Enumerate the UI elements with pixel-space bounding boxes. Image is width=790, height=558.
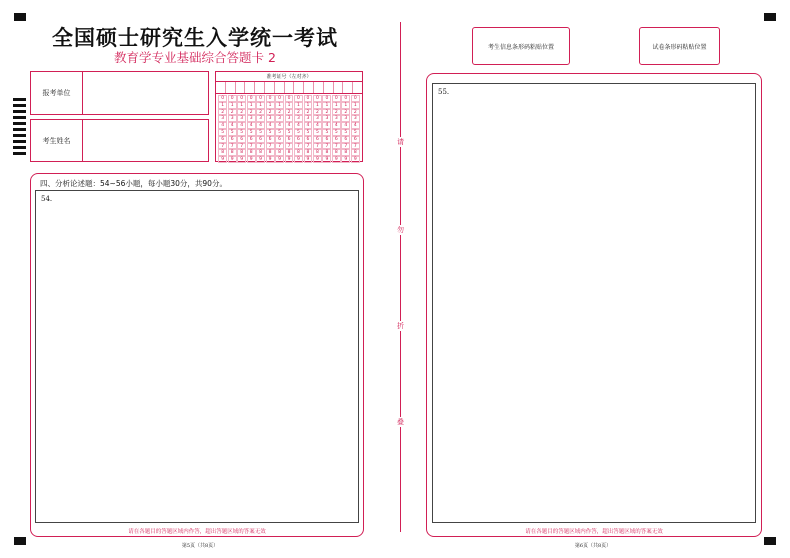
- exam-id-bubble[interactable]: 0: [351, 95, 360, 102]
- exam-id-bubble[interactable]: 2: [313, 109, 322, 116]
- exam-id-bubble[interactable]: 5: [351, 129, 360, 136]
- exam-id-bubble[interactable]: 4: [322, 122, 331, 129]
- exam-id-bubble[interactable]: 3: [266, 115, 275, 122]
- exam-id-bubble[interactable]: 3: [247, 115, 256, 122]
- exam-id-bubble[interactable]: 1: [256, 102, 265, 109]
- sync-mark: [13, 122, 26, 125]
- exam-id-bubble[interactable]: 5: [313, 129, 322, 136]
- exam-id-bubble[interactable]: 4: [218, 122, 227, 129]
- exam-id-bubble[interactable]: 4: [228, 122, 237, 129]
- barcode-candidate-info[interactable]: [472, 27, 570, 65]
- exam-id-bubble[interactable]: 8: [228, 149, 237, 156]
- exam-id-write-cell[interactable]: [275, 82, 285, 93]
- exam-id-bubble[interactable]: 1: [285, 102, 294, 109]
- exam-id-bubble[interactable]: 0: [266, 95, 275, 102]
- exam-id-bubble[interactable]: 9: [266, 156, 275, 163]
- exam-id-write-cell[interactable]: [265, 82, 275, 93]
- exam-id-bubble[interactable]: 5: [266, 129, 275, 136]
- exam-id-bubble[interactable]: 9: [285, 156, 294, 163]
- sync-mark: [13, 152, 26, 155]
- question-number: 55.: [438, 88, 450, 96]
- sync-mark: [13, 134, 26, 137]
- exam-id-bubble[interactable]: 9: [304, 156, 313, 163]
- sync-mark: [13, 116, 26, 119]
- exam-id-bubble[interactable]: 6: [341, 136, 350, 143]
- exam-id-bubble[interactable]: 9: [218, 156, 227, 163]
- exam-id-bubble[interactable]: 9: [247, 156, 256, 163]
- exam-id-bubble[interactable]: 0: [247, 95, 256, 102]
- exam-id-bubble[interactable]: 5: [237, 129, 246, 136]
- exam-id-bubble[interactable]: 7: [313, 143, 322, 150]
- sync-mark: [13, 140, 26, 143]
- exam-id-grid: [215, 71, 363, 162]
- exam-id-write-cell[interactable]: [255, 82, 265, 93]
- exam-id-bubble[interactable]: 0: [322, 95, 331, 102]
- exam-id-bubble[interactable]: 3: [237, 115, 246, 122]
- exam-id-bubble[interactable]: 7: [332, 143, 341, 150]
- exam-id-bubble[interactable]: 5: [247, 129, 256, 136]
- corner-marker-top-right: [764, 13, 776, 21]
- exam-id-bubble[interactable]: 1: [322, 102, 331, 109]
- exam-id-digit-row: [218, 129, 360, 136]
- exam-id-bubble[interactable]: 2: [351, 109, 360, 116]
- exam-id-digit-row: [218, 156, 360, 163]
- barcode-label: 考生信息条形码粘贴位置: [487, 43, 554, 51]
- barcode-exam-paper[interactable]: [639, 27, 720, 65]
- answer-area-55[interactable]: [432, 83, 756, 523]
- exam-id-bubble[interactable]: 5: [332, 129, 341, 136]
- exam-id-bubble[interactable]: 2: [294, 109, 303, 116]
- question-number: 54.: [41, 195, 53, 203]
- exam-id-bubble[interactable]: 6: [304, 136, 313, 143]
- exam-id-bubble[interactable]: 4: [247, 122, 256, 129]
- exam-id-bubble[interactable]: 2: [228, 109, 237, 116]
- exam-id-bubble[interactable]: 1: [332, 102, 341, 109]
- exam-id-bubble[interactable]: 7: [304, 143, 313, 150]
- exam-id-bubble[interactable]: 4: [294, 122, 303, 129]
- exam-id-bubble[interactable]: 7: [228, 143, 237, 150]
- barcode-label: 试卷条形码粘贴位置: [652, 43, 707, 51]
- exam-id-bubble[interactable]: 6: [237, 136, 246, 143]
- exam-id-bubble[interactable]: 4: [304, 122, 313, 129]
- exam-id-bubble[interactable]: 6: [228, 136, 237, 143]
- exam-id-bubble[interactable]: 6: [218, 136, 227, 143]
- exam-id-bubble[interactable]: 6: [266, 136, 275, 143]
- exam-id-bubble[interactable]: 3: [322, 115, 331, 122]
- exam-subtitle: 教育学专业基础综合答题卡 2: [114, 50, 276, 65]
- exam-id-bubble[interactable]: 4: [275, 122, 284, 129]
- exam-id-write-cell[interactable]: [216, 82, 226, 93]
- exam-id-bubble[interactable]: 1: [247, 102, 256, 109]
- exam-id-bubble[interactable]: 4: [237, 122, 246, 129]
- exam-id-bubble[interactable]: 1: [218, 102, 227, 109]
- exam-id-bubble[interactable]: 2: [237, 109, 246, 116]
- exam-id-write-cell[interactable]: [236, 82, 246, 93]
- exam-id-bubble[interactable]: 4: [313, 122, 322, 129]
- exam-id-bubble[interactable]: 8: [218, 149, 227, 156]
- exam-id-write-cell[interactable]: [353, 82, 362, 93]
- exam-id-bubble[interactable]: 7: [322, 143, 331, 150]
- field-candidate-name[interactable]: [30, 119, 209, 162]
- exam-id-bubble[interactable]: 9: [332, 156, 341, 163]
- exam-id-bubble[interactable]: 8: [285, 149, 294, 156]
- exam-id-bubble[interactable]: 9: [322, 156, 331, 163]
- exam-id-bubble[interactable]: 8: [304, 149, 313, 156]
- exam-id-bubble[interactable]: 8: [351, 149, 360, 156]
- exam-id-bubble[interactable]: 0: [304, 95, 313, 102]
- exam-id-bubble[interactable]: 9: [341, 156, 350, 163]
- sync-mark: [13, 128, 26, 131]
- sync-mark: [13, 98, 26, 101]
- fold-char: 折: [397, 322, 404, 330]
- exam-id-bubble[interactable]: 3: [304, 115, 313, 122]
- exam-id-bubble[interactable]: 9: [228, 156, 237, 163]
- exam-id-bubble[interactable]: 4: [256, 122, 265, 129]
- exam-id-bubble[interactable]: 8: [322, 149, 331, 156]
- exam-title: 全国硕士研究生入学统一考试: [52, 25, 338, 50]
- exam-id-bubble[interactable]: 2: [322, 109, 331, 116]
- section-heading: 四、分析论述题：54~56小题，每小题30分，共90分。: [40, 179, 227, 188]
- exam-id-bubble[interactable]: 2: [332, 109, 341, 116]
- exam-id-write-row[interactable]: [216, 82, 362, 94]
- exam-id-bubbles: [216, 94, 362, 161]
- exam-id-digit-row: [218, 136, 360, 143]
- exam-id-bubble[interactable]: 0: [218, 95, 227, 102]
- exam-id-bubble[interactable]: 2: [256, 109, 265, 116]
- field-label: 报考单位: [31, 72, 83, 114]
- exam-id-bubble[interactable]: 4: [332, 122, 341, 129]
- exam-id-bubble[interactable]: 0: [285, 95, 294, 102]
- exam-id-write-cell[interactable]: [324, 82, 334, 93]
- answer-area-warning: 请在各题目的答题区域内作答，超出答题区域的答案无效: [128, 529, 266, 535]
- corner-marker-top-left: [14, 13, 26, 21]
- sync-mark: [13, 110, 26, 113]
- exam-id-bubble[interactable]: 7: [341, 143, 350, 150]
- exam-id-write-cell[interactable]: [304, 82, 314, 93]
- exam-id-bubble[interactable]: 0: [256, 95, 265, 102]
- exam-id-bubble[interactable]: 6: [256, 136, 265, 143]
- exam-id-bubble[interactable]: 5: [256, 129, 265, 136]
- exam-id-bubble[interactable]: 2: [341, 109, 350, 116]
- exam-id-bubble[interactable]: 6: [285, 136, 294, 143]
- exam-id-bubble[interactable]: 1: [237, 102, 246, 109]
- exam-id-digit-row: [218, 143, 360, 150]
- exam-id-bubble[interactable]: 0: [313, 95, 322, 102]
- exam-id-bubble[interactable]: 1: [275, 102, 284, 109]
- exam-id-write-cell[interactable]: [285, 82, 295, 93]
- exam-id-bubble[interactable]: 5: [294, 129, 303, 136]
- exam-id-bubble[interactable]: 1: [313, 102, 322, 109]
- answer-area-warning: 请在各题目的答题区域内作答，超出答题区域的答案无效: [525, 529, 663, 535]
- field-exam-unit[interactable]: [30, 71, 209, 115]
- sync-mark: [13, 146, 26, 149]
- exam-id-digit-row: [218, 109, 360, 116]
- exam-id-bubble[interactable]: 1: [294, 102, 303, 109]
- exam-id-bubble[interactable]: 1: [304, 102, 313, 109]
- exam-id-digit-row: [218, 122, 360, 129]
- exam-id-write-cell[interactable]: [334, 82, 344, 93]
- exam-id-bubble[interactable]: 3: [285, 115, 294, 122]
- exam-id-bubble[interactable]: 0: [341, 95, 350, 102]
- exam-id-bubble[interactable]: 7: [237, 143, 246, 150]
- exam-id-bubble[interactable]: 2: [285, 109, 294, 116]
- exam-id-bubble[interactable]: 8: [313, 149, 322, 156]
- exam-id-bubble[interactable]: 9: [351, 156, 360, 163]
- exam-id-bubble[interactable]: 4: [266, 122, 275, 129]
- exam-id-bubble[interactable]: 5: [304, 129, 313, 136]
- exam-id-digit-row: [218, 115, 360, 122]
- exam-id-bubble[interactable]: 1: [341, 102, 350, 109]
- exam-id-bubble[interactable]: 8: [256, 149, 265, 156]
- fold-char: 请: [397, 138, 404, 146]
- exam-id-bubble[interactable]: 3: [351, 115, 360, 122]
- exam-id-bubble[interactable]: 8: [294, 149, 303, 156]
- answer-area-54[interactable]: [35, 190, 359, 523]
- exam-id-bubble[interactable]: 3: [218, 115, 227, 122]
- exam-id-bubble[interactable]: 7: [285, 143, 294, 150]
- fold-char: 叠: [397, 418, 404, 426]
- exam-id-bubble[interactable]: 2: [275, 109, 284, 116]
- exam-id-bubble[interactable]: 9: [237, 156, 246, 163]
- exam-id-bubble[interactable]: 3: [341, 115, 350, 122]
- exam-id-bubble[interactable]: 8: [247, 149, 256, 156]
- exam-id-bubble[interactable]: 0: [237, 95, 246, 102]
- exam-id-bubble[interactable]: 0: [332, 95, 341, 102]
- exam-id-bubble[interactable]: 6: [351, 136, 360, 143]
- exam-id-bubble[interactable]: 3: [313, 115, 322, 122]
- exam-id-bubble[interactable]: 4: [341, 122, 350, 129]
- exam-id-bubble[interactable]: 8: [237, 149, 246, 156]
- exam-id-bubble[interactable]: 4: [285, 122, 294, 129]
- exam-id-bubble[interactable]: 8: [332, 149, 341, 156]
- exam-id-bubble[interactable]: 8: [341, 149, 350, 156]
- exam-id-write-cell[interactable]: [245, 82, 255, 93]
- exam-id-bubble[interactable]: 7: [256, 143, 265, 150]
- exam-id-write-cell[interactable]: [294, 82, 304, 93]
- exam-id-bubble[interactable]: 8: [275, 149, 284, 156]
- exam-id-bubble[interactable]: 6: [247, 136, 256, 143]
- exam-id-bubble[interactable]: 5: [322, 129, 331, 136]
- corner-marker-bottom-left: [14, 537, 26, 545]
- exam-id-write-cell[interactable]: [226, 82, 236, 93]
- exam-id-bubble[interactable]: 9: [256, 156, 265, 163]
- exam-id-bubble[interactable]: 5: [341, 129, 350, 136]
- exam-id-bubble[interactable]: 0: [228, 95, 237, 102]
- exam-id-digit-row: [218, 102, 360, 109]
- exam-id-digit-row: [218, 149, 360, 156]
- exam-id-bubble[interactable]: 0: [275, 95, 284, 102]
- corner-marker-bottom-right: [764, 537, 776, 545]
- exam-id-bubble[interactable]: 3: [275, 115, 284, 122]
- exam-id-bubble[interactable]: 2: [304, 109, 313, 116]
- page-footer: 第5页（共8页）: [181, 543, 219, 549]
- exam-id-bubble[interactable]: 8: [266, 149, 275, 156]
- exam-id-bubble[interactable]: 2: [266, 109, 275, 116]
- exam-id-write-cell[interactable]: [343, 82, 353, 93]
- exam-id-bubble[interactable]: 3: [294, 115, 303, 122]
- exam-id-bubble[interactable]: 6: [313, 136, 322, 143]
- exam-id-bubble[interactable]: 5: [275, 129, 284, 136]
- exam-id-bubble[interactable]: 7: [247, 143, 256, 150]
- exam-id-bubble[interactable]: 1: [228, 102, 237, 109]
- exam-id-bubble[interactable]: 3: [332, 115, 341, 122]
- exam-id-bubble[interactable]: 5: [228, 129, 237, 136]
- exam-id-bubble[interactable]: 6: [275, 136, 284, 143]
- exam-id-bubble[interactable]: 6: [294, 136, 303, 143]
- exam-id-bubble[interactable]: 6: [322, 136, 331, 143]
- exam-id-bubble[interactable]: 9: [294, 156, 303, 163]
- fold-char: 勿: [397, 226, 404, 234]
- exam-id-bubble[interactable]: 7: [218, 143, 227, 150]
- exam-id-bubble[interactable]: 2: [218, 109, 227, 116]
- exam-id-bubble[interactable]: 7: [266, 143, 275, 150]
- exam-id-bubble[interactable]: 5: [218, 129, 227, 136]
- exam-id-bubble[interactable]: 9: [275, 156, 284, 163]
- exam-id-bubble[interactable]: 7: [294, 143, 303, 150]
- exam-id-bubble[interactable]: 1: [351, 102, 360, 109]
- exam-id-bubble[interactable]: 4: [351, 122, 360, 129]
- exam-id-bubble[interactable]: 7: [275, 143, 284, 150]
- exam-id-bubble[interactable]: 5: [285, 129, 294, 136]
- exam-id-bubble[interactable]: 2: [247, 109, 256, 116]
- exam-id-bubble[interactable]: 0: [294, 95, 303, 102]
- page-footer: 第6页（共8页）: [574, 543, 612, 549]
- field-label: 考生姓名: [31, 120, 83, 161]
- exam-id-label: 准考证号（左对齐）: [216, 72, 362, 82]
- exam-id-bubble[interactable]: 6: [332, 136, 341, 143]
- sync-mark: [13, 104, 26, 107]
- exam-id-bubble[interactable]: 3: [256, 115, 265, 122]
- exam-id-write-cell[interactable]: [314, 82, 324, 93]
- exam-id-bubble[interactable]: 7: [351, 143, 360, 150]
- exam-id-bubble[interactable]: 9: [313, 156, 322, 163]
- exam-id-bubble[interactable]: 1: [266, 102, 275, 109]
- exam-id-digit-row: [218, 95, 360, 102]
- fold-line: [400, 22, 401, 532]
- exam-id-bubble[interactable]: 3: [228, 115, 237, 122]
